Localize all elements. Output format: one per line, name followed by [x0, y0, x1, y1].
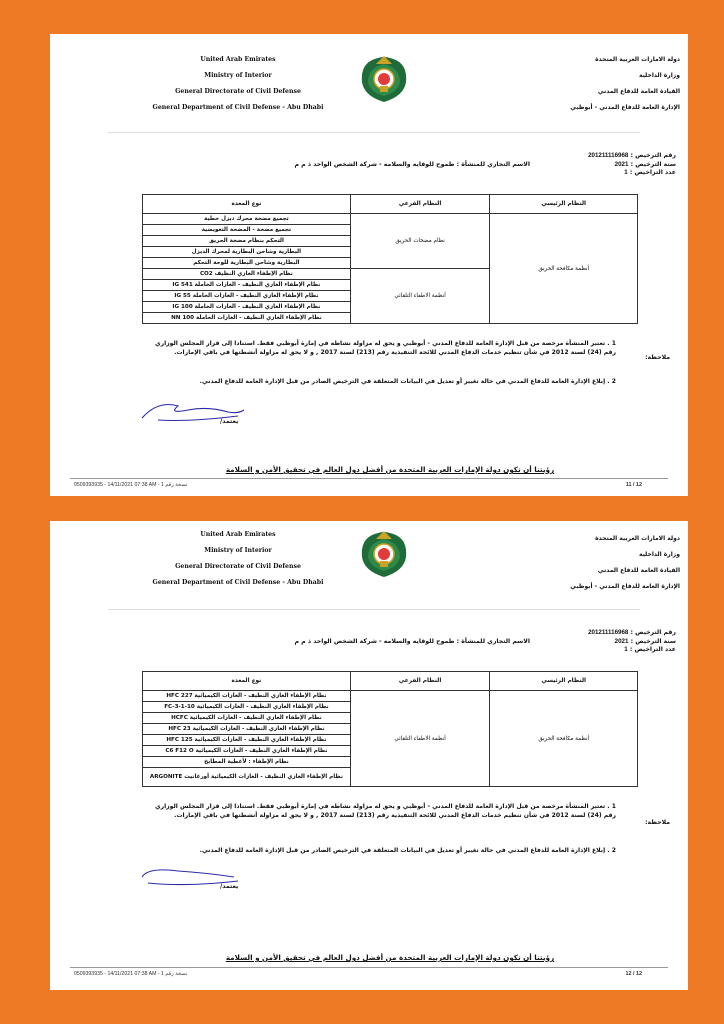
approved-label: يعتمد/ [220, 418, 239, 425]
header-english [138, 56, 338, 120]
main-system-cell: أنظمة مكافحة الحريق [490, 691, 638, 787]
col-sub-system: النظام الفرعي [350, 672, 490, 691]
equipment-cell: نظام الإطفاء الغازي النظيف CO2 [143, 269, 351, 280]
approved-label: يعتمد/ [220, 883, 239, 890]
equipment-cell: نظام الإطفاء : لأغطية المطابخ [143, 757, 351, 768]
uae-emblem-icon [358, 52, 410, 104]
license-meta [546, 152, 676, 178]
main-system-cell: أنظمة مكافحة الحريق [490, 214, 638, 324]
license-count: 1 [624, 646, 628, 653]
equipment-cell: نظام الإطفاء الغازي النظيف - الغازات الكيميائية FC-3-1-10 [143, 702, 351, 713]
header-en-line: General Directorate of Civil Defense [175, 563, 301, 570]
header-ar-line: القيادة العامة للدفاع المدني [597, 567, 680, 574]
sub-system-cell: أنظمة الاطفاء التلقائي [350, 691, 490, 787]
vision-statement: رؤيتنا أن تكون دولة الإمارات العربية المتحدة من أفضل دول العالم في تحقيق الأمن و السلامة [225, 465, 555, 474]
header-divider [108, 609, 640, 610]
license-page-1 [50, 34, 688, 496]
header-ar-line: الإدارة العامة للدفاع المدني - أبوظبي [570, 104, 680, 111]
equipment-cell: نظام الإطفاء الغازي النظيف - الغازات الكيميائية HCFC [143, 713, 351, 724]
note-label: ملاحظة: [645, 819, 670, 826]
header-ar-line: دولة الامارات العربية المتحدة [595, 535, 680, 542]
header-en-line: United Arab Emirates [200, 56, 276, 63]
trade-name: طموح للوقايه والسلامه - شركة الشخص الواحد ذ م م [294, 161, 455, 168]
header-en-line: General Directorate of Civil Defense [175, 88, 301, 95]
header-ar-line: القيادة العامة للدفاع المدني [597, 88, 680, 95]
license-number-label: رقم الترخيص : [630, 152, 676, 159]
equipment-cell: التحكم بنظام مضخة الحريق [143, 236, 351, 247]
header-arabic [540, 535, 680, 599]
equipment-cell: نظام الإطفاء الغازي النظيف - الغازات الخاملة IG 541 [143, 280, 351, 291]
equipment-cell: نظام الإطفاء الغازي النظيف - الغازات الخاملة IG 55 [143, 291, 351, 302]
uae-emblem-icon [358, 527, 410, 579]
license-count-label: عدد التراخيص : [629, 646, 676, 653]
license-number: 201211116968 [588, 152, 629, 159]
systems-table [142, 671, 638, 787]
note-2: 2 . إبلاغ الإدارة العامة للدفاع المدني في حالة تغيير أو تعديل في البيانات المتعلقة في الترخيص الصادر من قبل الإدارة العامة للدفاع المدني. [199, 847, 616, 854]
equipment-cell: البطارية وشاحن البطارية لمحرك الديزل [143, 247, 351, 258]
header-arabic [540, 56, 680, 120]
license-number: 201211116968 [588, 629, 629, 636]
trade-name-line [250, 161, 530, 168]
license-count-label: عدد التراخيص : [629, 169, 676, 176]
note-1: 1 . تعتبر المنشأة مرخصة من قبل الإدارة العامة للدفاع المدني - أبوظبي و يحق له مزاولة نشاطه في إمارة أبوظبي فقط. استنادا إلى قرار المجلس الوزاري رقم (24) لسنة 2012 في شأن تنظيم خدمات الدفاع المدني للائحة التنفيذية رقم (213) لسنة 2017 , و لا يحق له مزاولة أنشطتها في باقي الإمارات. [154, 340, 616, 356]
header-en-line: General Department of Civil Defense - Abu Dhabi [152, 579, 324, 586]
sub-system-cell: أنظمة الاطفاء التلقائي [350, 269, 490, 324]
trade-name-label: الاسم التجاري للمنشأة : [456, 161, 530, 168]
equipment-cell: تجميع مضخة - المضخة التعويضية [143, 225, 351, 236]
license-meta [546, 629, 676, 655]
note-1: 1 . تعتبر المنشأة مرخصة من قبل الإدارة العامة للدفاع المدني - أبوظبي و يحق له مزاولة نشاطه في إمارة أبوظبي فقط. استنادا إلى قرار المجلس الوزاري رقم (24) لسنة 2012 في شأن تنظيم خدمات الدفاع المدني للائحة التنفيذية رقم (213) لسنة 2017 , و لا يحق له مزاولة أنشطتها في باقي الإمارات. [154, 803, 616, 819]
equipment-cell: نظام الإطفاء الغازي النظيف - الغازات الخاملة IG 100 [143, 302, 351, 313]
trade-name-label: الاسم التجاري للمنشأة : [456, 638, 530, 645]
col-equipment: نوع المعدة [143, 195, 351, 214]
equipment-cell: نظام الإطفاء الغازي النظيف - الغازات الكيميائية C6 F12 O [143, 746, 351, 757]
footer-print-info: 0509393935 - 14/11/2021 07:38 AM - 1 نسخة رقم [74, 971, 188, 977]
sub-system-cell: نظام مضخات الحريق [350, 214, 490, 269]
footer-print-info: 0509393935 - 14/11/2021 07:38 AM - 1 نسخة رقم [74, 482, 188, 488]
header-en-line: United Arab Emirates [200, 531, 276, 538]
header-divider [108, 132, 640, 133]
header-english [138, 531, 338, 595]
license-page-2 [50, 521, 688, 990]
footer-divider [70, 478, 668, 479]
license-year: 2021 [614, 160, 629, 168]
vision-statement: رؤيتنا أن تكون دولة الإمارات العربية المتحدة من أفضل دول العالم في تحقيق الأمن و السلامة [225, 953, 555, 962]
equipment-cell: البطارية وشاحن البطارية للوحة التحكم [143, 258, 351, 269]
license-number-label: رقم الترخيص : [630, 629, 676, 636]
header-en-line: Ministry of Interior [204, 72, 272, 79]
page-number: 11 / 12 [625, 482, 642, 488]
trade-name-line [250, 638, 530, 645]
equipment-cell: نظام الإطفاء الغازي النظيف - الغازات الكيميائية HFC 23 [143, 724, 351, 735]
header-ar-line: وزارة الداخلية [638, 551, 680, 558]
license-year-label: سنة الترخيص : [630, 637, 676, 645]
header-ar-line: وزارة الداخلية [638, 72, 680, 79]
header-en-line: General Department of Civil Defense - Abu Dhabi [152, 104, 324, 111]
license-year-label: سنة الترخيص : [630, 160, 676, 168]
col-sub-system: النظام الفرعي [350, 195, 490, 214]
license-count: 1 [624, 169, 628, 176]
systems-table [142, 194, 638, 324]
page-number: 12 / 12 [625, 971, 642, 977]
col-equipment: نوع المعدة [143, 672, 351, 691]
equipment-cell: نظام الإطفاء الغازي النظيف - الغازات الكيميائية أورغانيت ARGONITE [143, 768, 351, 787]
license-year: 2021 [614, 637, 629, 645]
trade-name: طموح للوقايه والسلامه - شركة الشخص الواحد ذ م م [294, 638, 455, 645]
note-label: ملاحظة: [645, 354, 670, 361]
header-ar-line: دولة الامارات العربية المتحدة [595, 56, 680, 63]
equipment-cell: نظام الإطفاء الغازي النظيف - الغازات الخاملة NN 100 [143, 313, 351, 324]
footer-divider [70, 967, 668, 968]
header-ar-line: الإدارة العامة للدفاع المدني - أبوظبي [570, 583, 680, 590]
note-2: 2 . إبلاغ الإدارة العامة للدفاع المدني في حالة تغيير أو تعديل في البيانات المتعلقة في الترخيص الصادر من قبل الإدارة العامة للدفاع المدني. [199, 378, 616, 385]
col-main-system: النظام الرئيسي [490, 672, 638, 691]
equipment-cell: تجميع مضخة محرك ديزل خطية [143, 214, 351, 225]
equipment-cell: نظام الإطفاء الغازي النظيف - الغازات الكيميائية HFC 227 [143, 691, 351, 702]
header-en-line: Ministry of Interior [204, 547, 272, 554]
col-main-system: النظام الرئيسي [490, 195, 638, 214]
equipment-cell: نظام الإطفاء الغازي النظيف - الغازات الكيميائية HFC 125 [143, 735, 351, 746]
